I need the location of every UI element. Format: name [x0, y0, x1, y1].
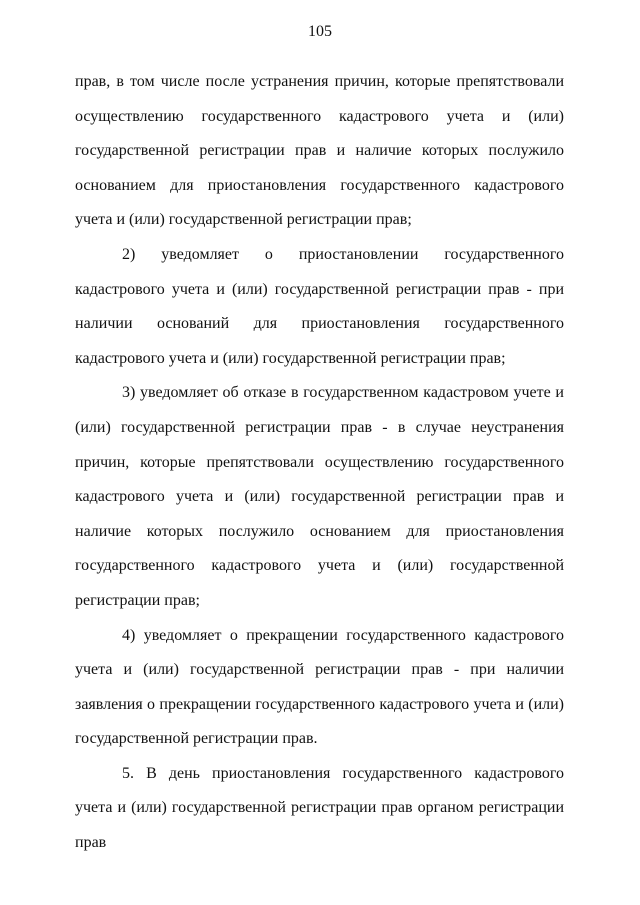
- paragraph-continuation: прав, в том числе после устранения причин, которые препятствовали осуществлению государственного кадастрового учета и (или) государственной регистрации прав и наличие которых послужило основанием для приостановления государственного кадастрового учета и (или) государственной регистрации прав;: [75, 73, 564, 229]
- paragraph-clause-5: 5. В день приостановления государственного кадастрового учета и (или) государственной регистрации прав органом регистрации прав: [75, 764, 564, 852]
- page-number: 105: [308, 23, 332, 40]
- paragraph-item-4: 4) уведомляет о прекращении государственного кадастрового учета и (или) государственной регистрации прав - при наличии заявления о прекращении государственного кадастрового учета и (или) государственной регистрации прав.: [75, 626, 564, 748]
- paragraph-item-2: 2) уведомляет о приостановлении государственного кадастрового учета и (или) государственной регистрации прав - при наличии оснований для приостановления государственного кадастрового учета и (или) государственной регистрации прав;: [75, 245, 564, 367]
- paragraph-item-3: 3) уведомляет об отказе в государственном кадастровом учете и (или) государственной регистрации прав - в случае неустранения причин, которые препятствовали осуществлению государственного кадастрового учета и (или) государственной регистрации прав и наличие которых послужило основанием для приостановления государственного кадастрового учета и (или) государственной регистрации прав;: [75, 384, 564, 609]
- document-body: [75, 65, 564, 861]
